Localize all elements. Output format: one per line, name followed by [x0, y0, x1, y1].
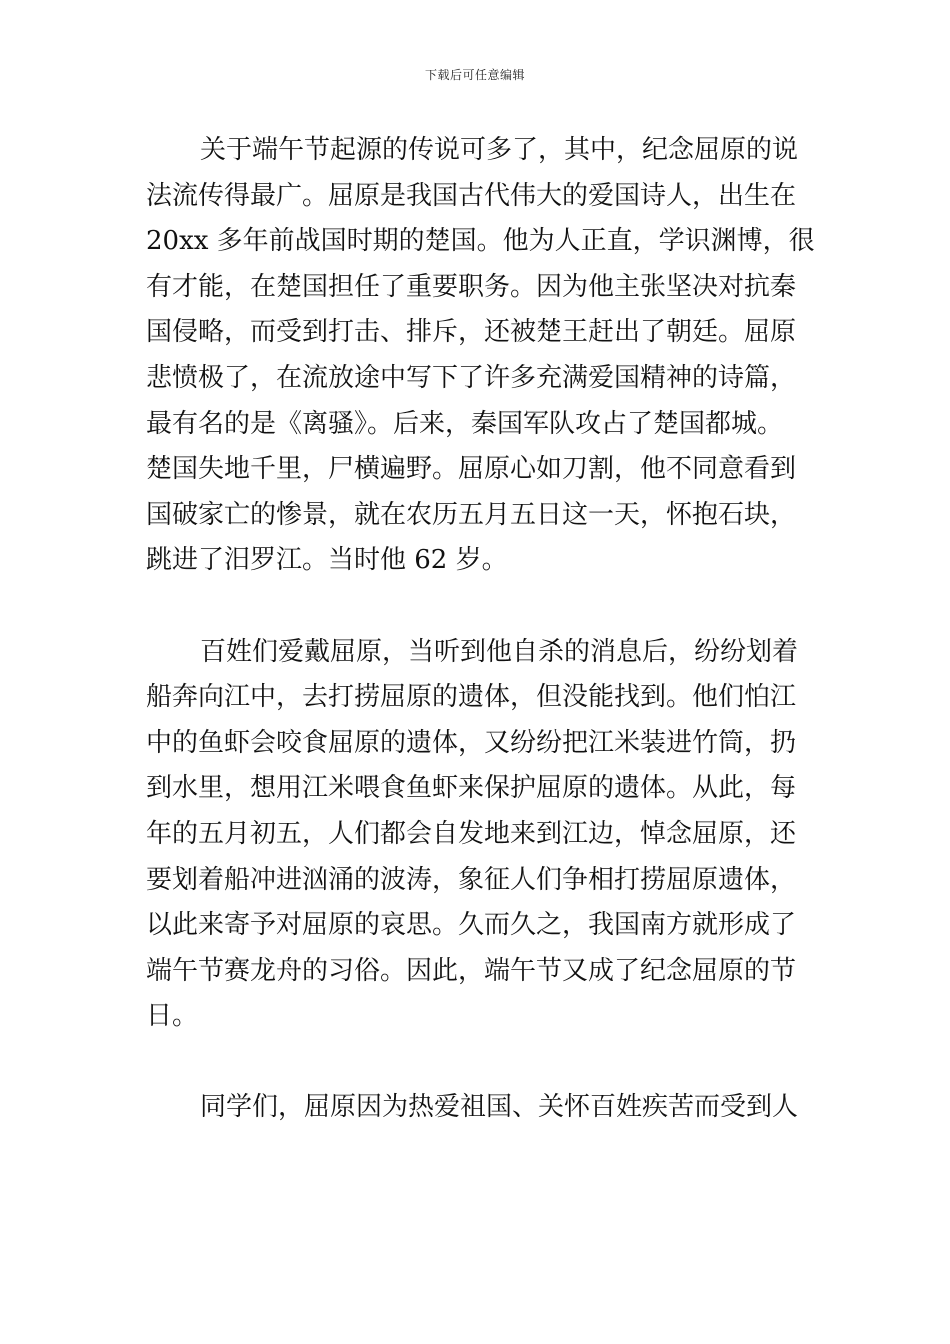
paragraph-line: 年的五月初五，人们都会自发地来到江边，悼念屈原，还 — [146, 818, 797, 849]
paragraph-line: 悲愤极了，在流放途中写下了许多充满爱国精神的诗篇， — [146, 362, 797, 393]
paragraph-line: 以此来寄予对屈原的哀思。久而久之，我国南方就形成了 — [146, 910, 797, 941]
paragraph-line: 法流传得最广。屈原是我国古代伟大的爱国诗人，出生在 — [146, 180, 797, 211]
paragraph-spacer — [146, 1040, 806, 1086]
paragraph-line: 端午节赛龙舟的习俗。因此，端午节又成了纪念屈原的节 — [146, 955, 797, 986]
paragraph-line: 同学们，屈原因为热爱祖国、关怀百姓疾苦而受到人 — [200, 1092, 799, 1123]
paragraph-line: 百姓们爱戴屈原，当听到他自杀的消息后，纷纷划着 — [200, 636, 799, 667]
paragraph — [146, 128, 815, 584]
paragraph — [146, 630, 806, 1040]
paragraph-line: 20xx 多年前战国时期的楚国。他为人正直，学识渊博，很 — [146, 226, 815, 257]
paragraph-spacer — [146, 584, 806, 630]
paragraph-line: 日。 — [146, 1001, 199, 1032]
document-body — [146, 128, 815, 1131]
paragraph — [146, 1085, 806, 1131]
paragraph-line: 国侵略，而受到打击、排斥，还被楚王赶出了朝廷。屈原 — [146, 317, 797, 348]
paragraph-line: 跳进了汨罗江。当时他 62 岁。 — [146, 545, 508, 576]
page-header: 下载后可任意编辑 — [424, 68, 525, 82]
paragraph-line: 船奔向江中，去打捞屈原的遗体，但没能找到。他们怕江 — [146, 682, 797, 713]
paragraph-line: 有才能，在楚国担任了重要职务。因为他主张坚决对抗秦 — [146, 271, 797, 302]
paragraph-line: 要划着船冲进汹涌的波涛，象征人们争相打捞屈原遗体， — [146, 864, 797, 895]
paragraph-line: 楚国失地千里，尸横遍野。屈原心如刀割，他不同意看到 — [146, 454, 797, 485]
paragraph-line: 中的鱼虾会咬食屈原的遗体，又纷纷把江米装进竹筒，扔 — [146, 727, 797, 758]
paragraph-line: 到水里，想用江米喂食鱼虾来保护屈原的遗体。从此，每 — [146, 773, 797, 804]
paragraph-line: 国破家亡的惨景，就在农历五月五日这一天，怀抱石块， — [146, 499, 797, 530]
paragraph-line: 关于端午节起源的传说可多了，其中，纪念屈原的说 — [200, 135, 799, 165]
paragraph-line: 最有名的是《离骚》。后来，秦国军队攻占了楚国都城。 — [146, 408, 784, 439]
